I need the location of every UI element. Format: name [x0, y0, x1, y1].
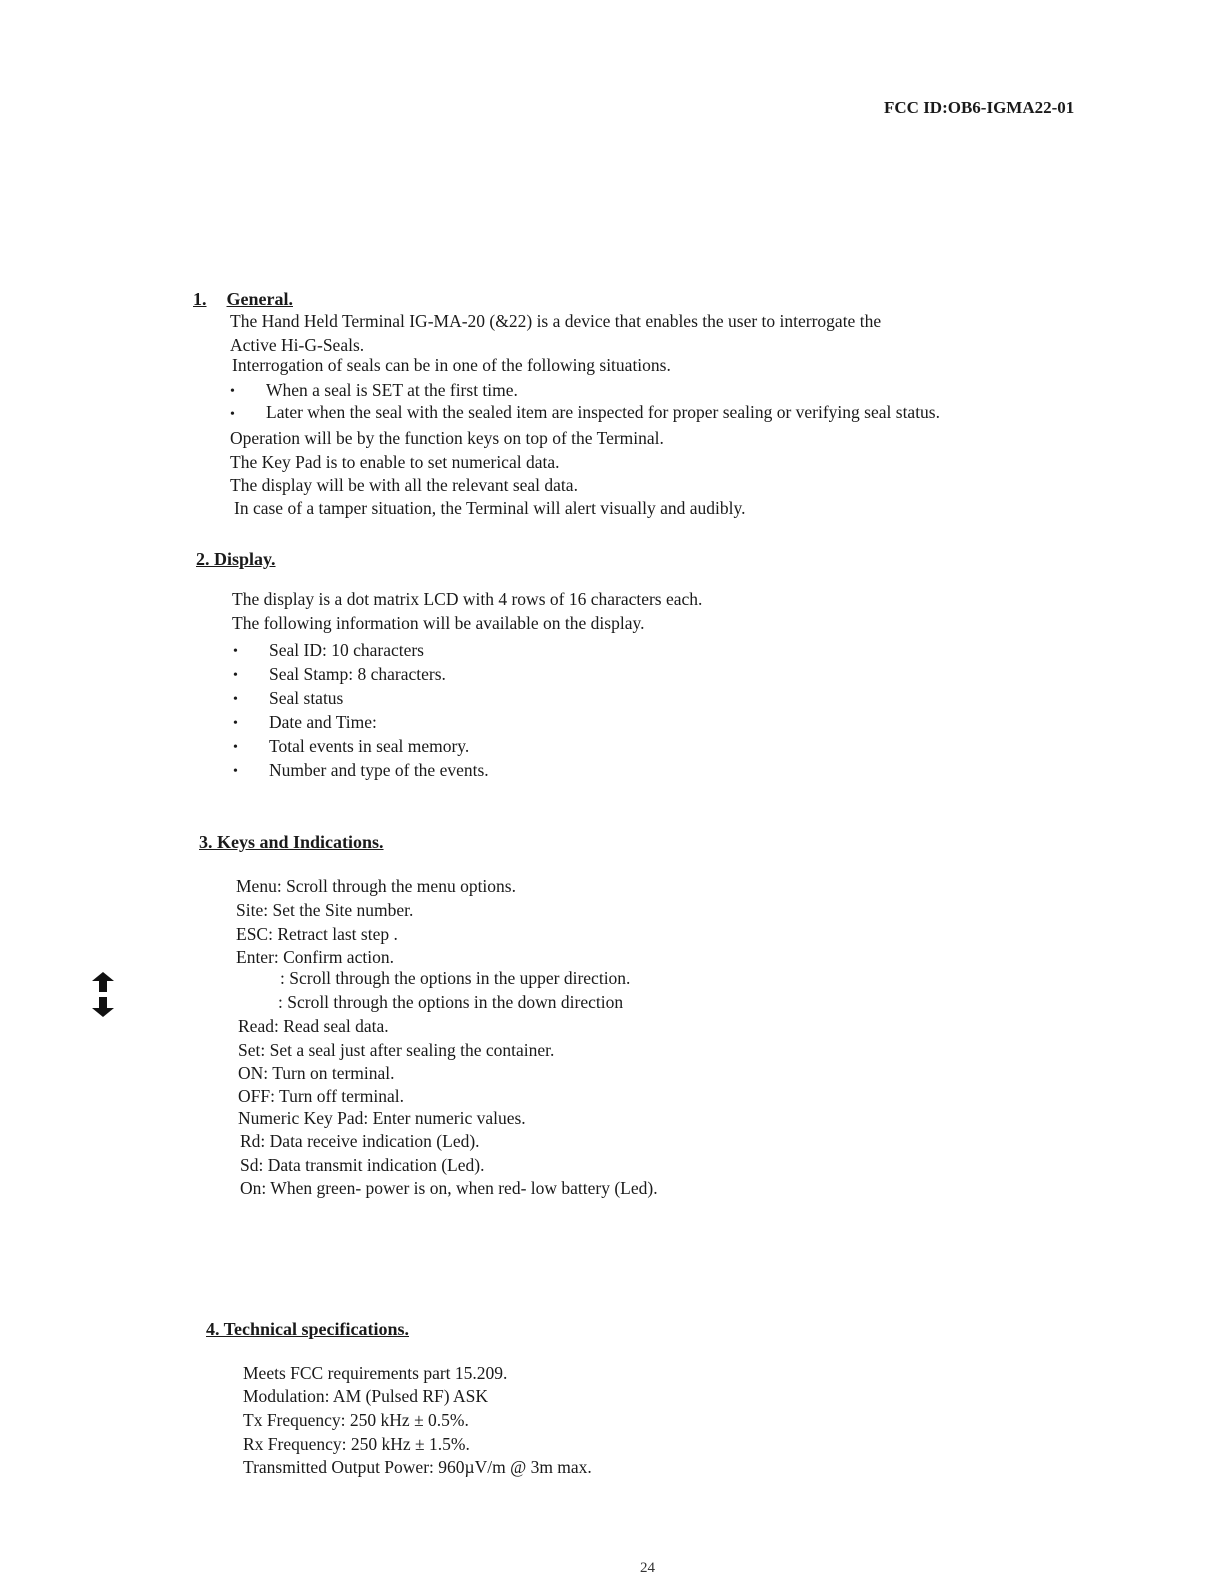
keys-line-scroll-down: : Scroll through the options in the down direction — [278, 992, 624, 1012]
tech-line-rx: Rx Frequency: 250 kHz ± 1.5%. — [243, 1434, 470, 1454]
keys-line-enter: Enter: Confirm action. — [236, 947, 394, 967]
keys-line-keypad: Numeric Key Pad: Enter numeric values. — [238, 1108, 526, 1128]
keys-line-on-led: On: When green- power is on, when red- low battery (Led). — [240, 1178, 658, 1198]
page-number: 24 — [640, 1560, 655, 1576]
display-line-1: The display is a dot matrix LCD with 4 rows of 16 characters each. — [232, 589, 703, 609]
keys-line-menu: Menu: Scroll through the menu options. — [236, 876, 516, 896]
keys-line-on: ON: Turn on terminal. — [238, 1063, 395, 1083]
section-tech-heading: 4. Technical specifications. — [206, 1319, 410, 1339]
section-general-heading — [193, 289, 293, 310]
keys-line-sd: Sd: Data transmit indication (Led). — [240, 1155, 485, 1175]
bullet-icon: • — [230, 407, 235, 422]
display-bullet-3: Seal status — [269, 688, 344, 708]
display-bullet-1: Seal ID: 10 characters — [269, 640, 424, 660]
general-bullet-2: Later when the seal with the sealed item are inspected for proper sealing or verifying seal status. — [266, 402, 940, 422]
keys-line-read: Read: Read seal data. — [238, 1016, 389, 1036]
section-general-number: 1. — [193, 289, 207, 309]
display-bullet-4: Date and Time: — [269, 712, 377, 732]
general-after-4: In case of a tamper situation, the Terminal will alert visually and audibly. — [234, 498, 746, 518]
display-line-2: The following information will be available on the display. — [232, 613, 645, 633]
general-line-2: Active Hi-G-Seals. — [230, 335, 365, 355]
bullet-icon: • — [233, 740, 238, 755]
bullet-icon: • — [233, 644, 238, 659]
general-after-2: The Key Pad is to enable to set numerical data. — [230, 452, 560, 472]
fcc-id-header: FCC ID:OB6-IGMA22-01 — [884, 98, 1075, 117]
tech-line-fcc: Meets FCC requirements part 15.209. — [243, 1363, 508, 1383]
keys-line-off: OFF: Turn off terminal. — [238, 1086, 404, 1106]
keys-line-esc: ESC: Retract last step . — [236, 924, 398, 944]
bullet-icon: • — [233, 668, 238, 683]
tech-line-modulation: Modulation: AM (Pulsed RF) ASK — [243, 1386, 489, 1406]
general-line-3: Interrogation of seals can be in one of the following situations. — [232, 355, 671, 375]
general-after-3: The display will be with all the relevant seal data. — [230, 475, 578, 495]
keys-line-set: Set: Set a seal just after sealing the container. — [238, 1040, 555, 1060]
tech-line-tx: Tx Frequency: 250 kHz ± 0.5%. — [243, 1410, 469, 1430]
general-bullet-1: When a seal is SET at the first time. — [266, 380, 518, 400]
keys-line-rd: Rd: Data receive indication (Led). — [240, 1131, 480, 1151]
bullet-icon: • — [233, 764, 238, 779]
arrow-down-icon — [92, 997, 114, 1017]
general-line-1: The Hand Held Terminal IG-MA-20 (&22) is a device that enables the user to interrogate the — [230, 311, 882, 331]
display-bullet-6: Number and type of the events. — [269, 760, 489, 780]
section-display-heading: 2. Display. — [196, 549, 276, 569]
keys-line-scroll-up: : Scroll through the options in the upper direction. — [280, 968, 631, 988]
bullet-icon: • — [230, 384, 235, 399]
display-bullet-2: Seal Stamp: 8 characters. — [269, 664, 446, 684]
display-bullet-5: Total events in seal memory. — [269, 736, 470, 756]
bullet-icon: • — [233, 692, 238, 707]
keys-line-site: Site: Set the Site number. — [236, 900, 414, 920]
arrow-up-icon — [92, 972, 114, 992]
tech-line-power: Transmitted Output Power: 960µV/m @ 3m max. — [243, 1457, 592, 1477]
general-after-1: Operation will be by the function keys on top of the Terminal. — [230, 428, 664, 448]
bullet-icon: • — [233, 716, 238, 731]
section-keys-heading: 3. Keys and Indications. — [199, 832, 384, 852]
section-general-title: General. — [226, 289, 293, 309]
